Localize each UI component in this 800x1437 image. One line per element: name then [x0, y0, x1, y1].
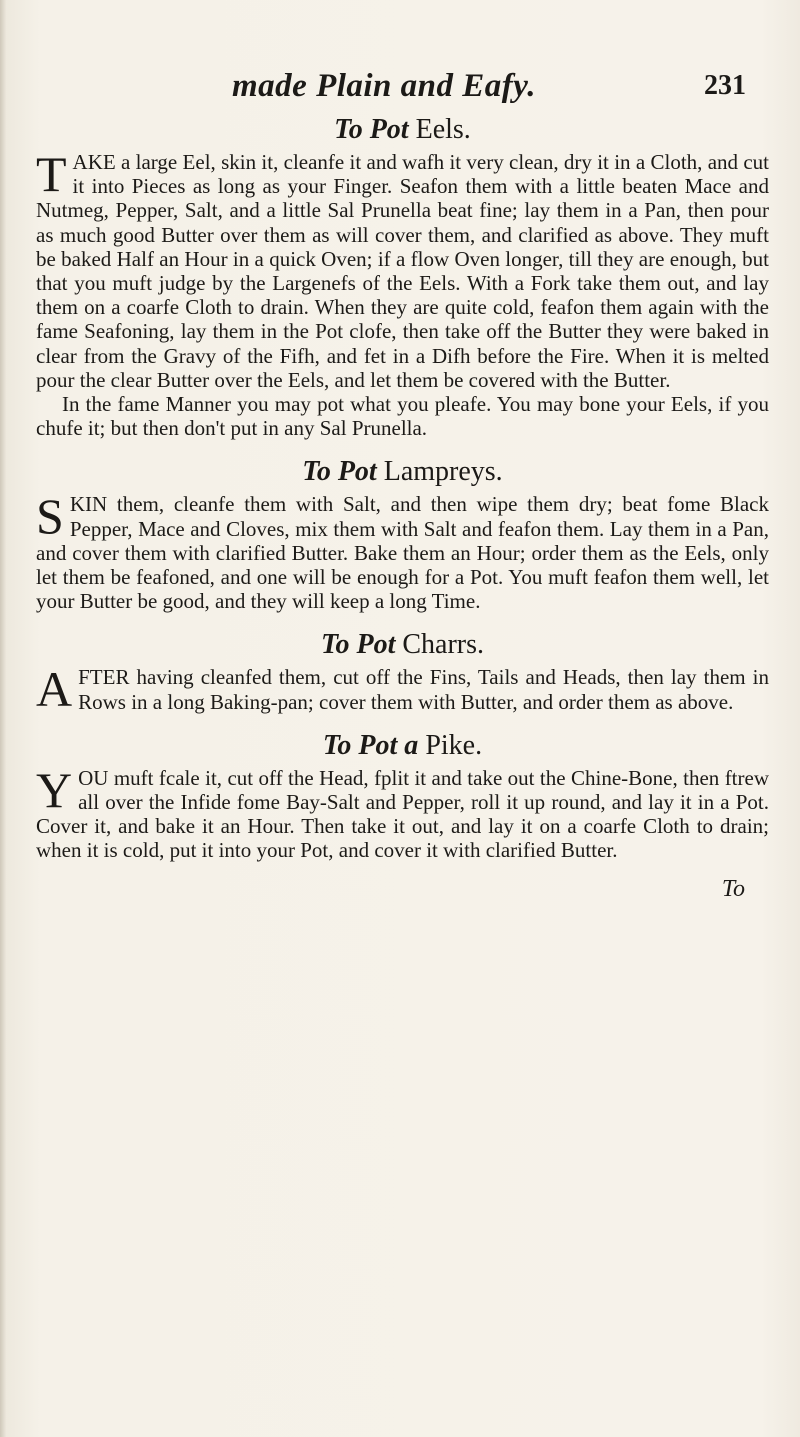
page-header — [0, 68, 800, 108]
recipe-pot-charrs — [36, 625, 769, 718]
running-title: made Plain and Eafy. — [232, 68, 536, 104]
catchword: To — [721, 875, 745, 902]
recipe-body: AFTER having cleanfed them, cut off the Fins, Tails and Heads, then lay them in Rows in a long Baking-pan; cover them with Butter, and order them as above. — [36, 661, 769, 718]
drop-cap: A — [36, 661, 73, 718]
recipe-pot-lampreys — [36, 452, 769, 613]
recipe-body: TAKE a large Eel, skin it, cleanfe it and wafh it very clean, dry it in a Cloth, and cut it into Pieces as long as your Finger. Seafon them with a little beaten Mace and Nutmeg, Pepper, Salt, and a little Sal Prunella beat fine; lay them in a Pan, then pour as much good Butter over them as will cover them, and clarified as above. They muft be baked Half an Hour in a quick Oven; if a flow Oven longer, till they are enough, but that you muft judge by the Largenefs of the Eels. With a Fork take them out, and lay them on a coarfe Cloth to drain. When they are quite cold, feafon them again with the fame Seafoning, lay them in the Pot clofe, then take off the Butter they were baked in clear from the Gravy of the Fifh, and fet in a Difh before the Fire. When it is melted pour the clear Butter over the Eels, and let them be covered with the Butter. — [36, 146, 769, 392]
recipe-pot-pike — [36, 726, 769, 863]
drop-cap: T — [36, 146, 67, 202]
recipe-title: To Pot Charrs. — [320, 629, 485, 661]
recipe-pot-eels — [36, 110, 769, 440]
page-body — [36, 110, 769, 903]
page-gutter-shadow — [0, 0, 6, 1437]
recipe-note: In the fame Manner you may pot what you pleafe. You may bone your Eels, if you chufe it; but then don't put in any Sal Prunella. — [36, 392, 769, 441]
drop-cap: Y — [36, 761, 73, 818]
recipe-body: YOU muft fcale it, cut off the Head, fplit it and take out the Chine-Bone, then ftrew all over the Infide fome Bay-Salt and Pepper, roll it up round, and lay it in a Pot. Cover it, and bake it an Hour. Then take it out, and lay it on a coarfe Cloth to drain; when it is cold, put it into your Pot, and cover it with clarified Butter. — [36, 761, 769, 863]
drop-cap: S — [36, 488, 64, 545]
recipe-title: To Pot Lampreys. — [302, 456, 503, 488]
recipe-body: SKIN them, cleanfe them with Salt, and then wipe them dry; beat fome Black Pepper, Mace and Cloves, mix them with Salt and feafon them. Lay them in a Pan, and cover them with clarified Butter. Bake them an Hour; order them as the Eels, only let them be feafoned, and one will be enough for a Pot. You muft feafon them well, let your Butter be good, and they will keep a long Time. — [36, 488, 769, 614]
page-number: 231 — [704, 70, 746, 101]
recipe-title: To Pot a Pike. — [322, 729, 483, 761]
recipe-title: To Pot Eels. — [334, 114, 471, 145]
